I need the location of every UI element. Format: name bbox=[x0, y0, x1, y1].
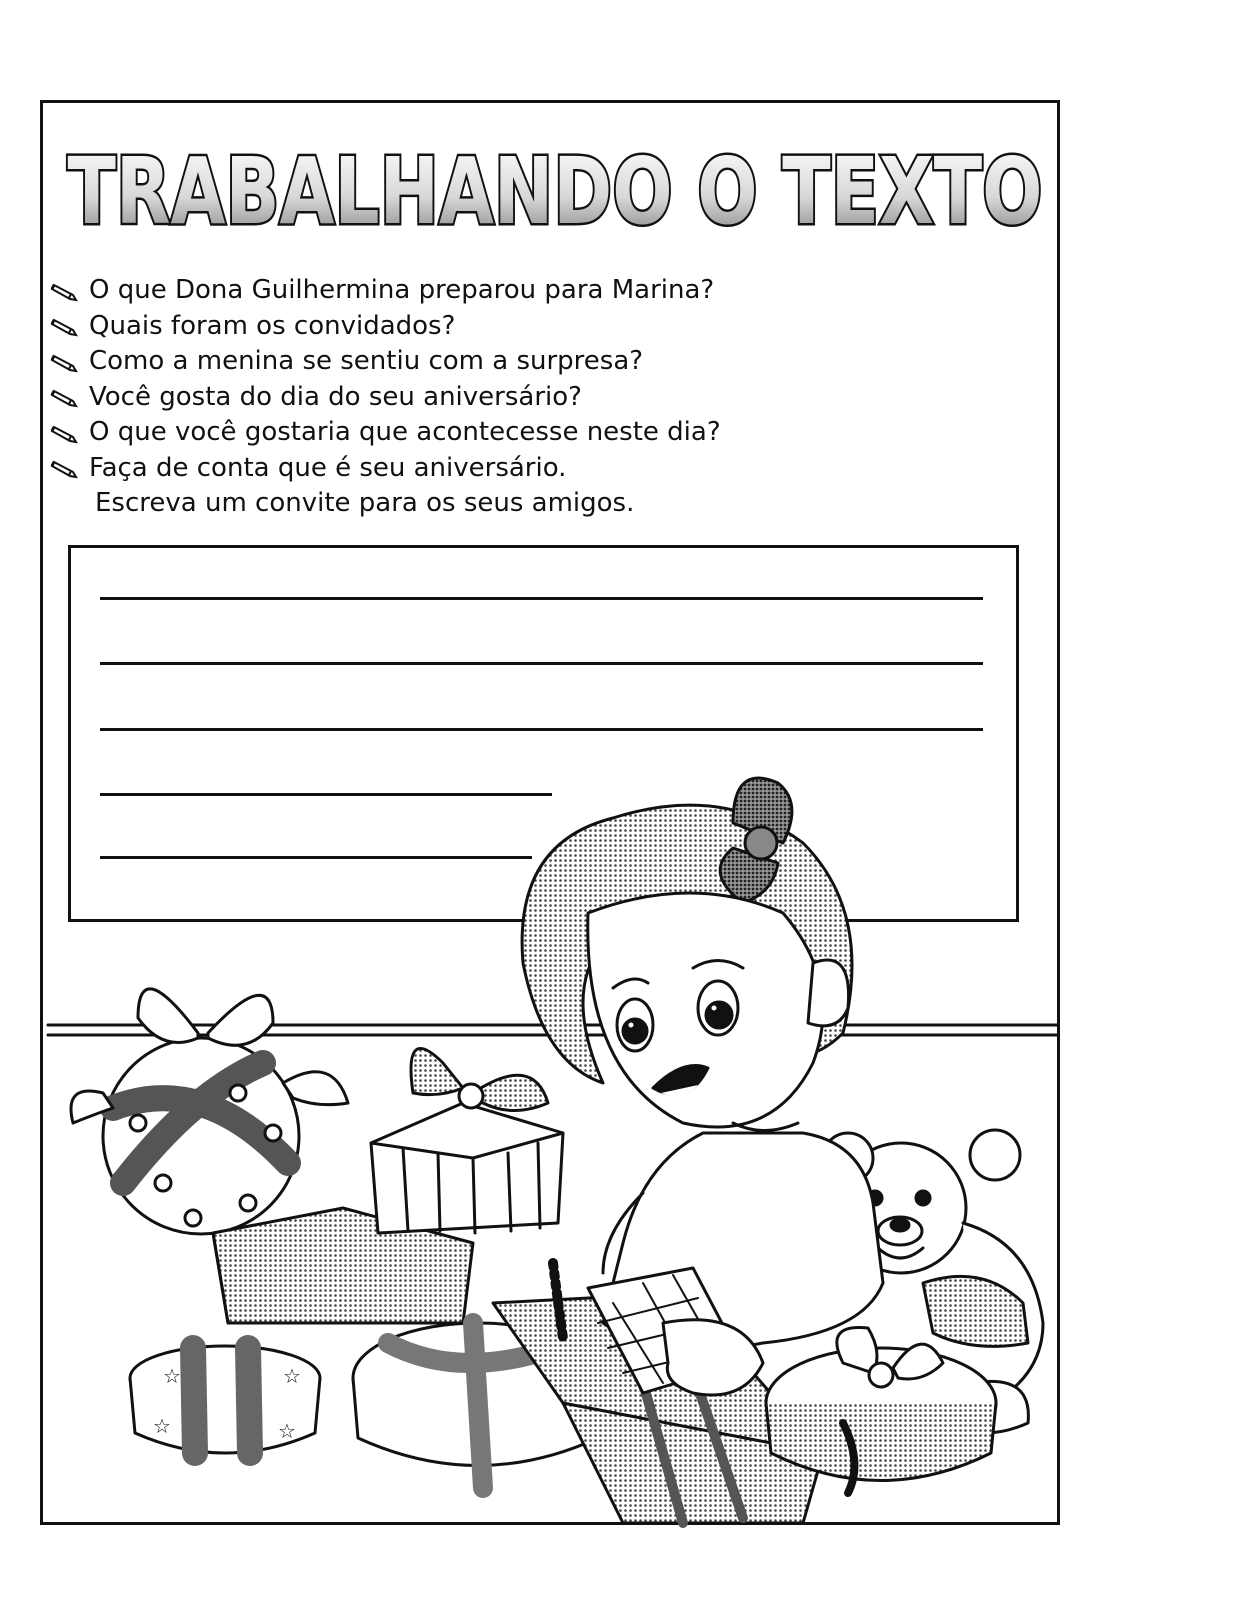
question-item bbox=[51, 344, 721, 380]
question-item bbox=[51, 415, 721, 451]
question-text: O que Dona Guilhermina preparou para Marina? bbox=[89, 275, 715, 305]
title-lettering bbox=[55, 113, 1055, 263]
question-list bbox=[51, 273, 721, 486]
question-item bbox=[51, 451, 721, 487]
gift-box-bow bbox=[371, 1048, 563, 1233]
writing-line[interactable] bbox=[100, 597, 983, 600]
question-item bbox=[51, 309, 721, 345]
pencil-icon bbox=[51, 387, 81, 407]
question-text: Você gosta do dia do seu aniversário? bbox=[89, 381, 582, 412]
pencil-icon bbox=[51, 281, 81, 301]
worksheet-frame bbox=[40, 100, 1060, 1525]
writing-line[interactable] bbox=[100, 728, 983, 731]
title-text: TRABALHANDO O TEXTO bbox=[67, 138, 1043, 245]
pencil-icon bbox=[51, 352, 81, 372]
question-item bbox=[51, 380, 721, 416]
question-item bbox=[51, 273, 721, 309]
pencil-icon bbox=[51, 458, 81, 478]
instruction-text: Escreva um convite para os seus amigos. bbox=[95, 488, 635, 518]
pencil-icon bbox=[51, 423, 81, 443]
question-text: Faça de conta que é seu aniversário. bbox=[89, 452, 567, 483]
question-text: O que você gostaria que acontecesse neste dia? bbox=[89, 417, 721, 447]
star-tin bbox=[130, 1346, 320, 1453]
pencil-icon bbox=[51, 316, 81, 336]
svg-text:☆: ☆ bbox=[153, 1414, 171, 1438]
svg-text:☆: ☆ bbox=[278, 1419, 296, 1443]
question-text: Como a menina se sentiu com a surpresa? bbox=[89, 346, 644, 376]
question-text: Quais foram os convidados? bbox=[89, 310, 456, 341]
svg-text:☆: ☆ bbox=[283, 1364, 301, 1388]
svg-text:☆: ☆ bbox=[163, 1364, 181, 1388]
birthday-illustration bbox=[43, 763, 1057, 1523]
writing-line[interactable] bbox=[100, 662, 983, 665]
